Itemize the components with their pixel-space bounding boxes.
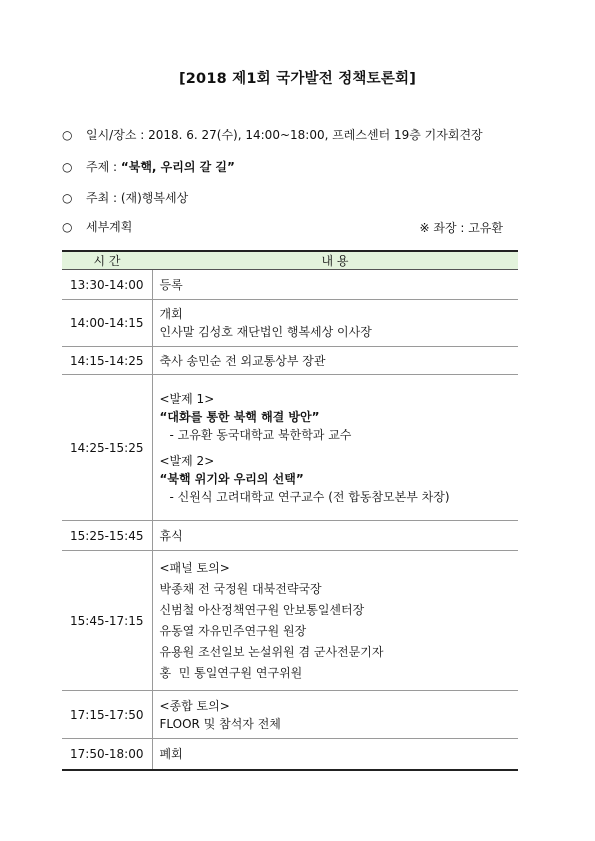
content-line: FLOOR 및 참석자 전체 bbox=[159, 716, 281, 731]
table-row bbox=[62, 375, 518, 521]
content-line: 신범철 아산정책연구원 안보통일센터장 bbox=[159, 602, 365, 617]
header-content: 내 용 bbox=[152, 251, 518, 270]
info-host bbox=[62, 190, 188, 206]
table-row bbox=[62, 551, 518, 691]
content-line: 유용원 조선일보 논설위원 겸 군사전문기자 bbox=[159, 644, 384, 659]
row-content bbox=[152, 270, 518, 300]
header-time: 시 간 bbox=[62, 251, 152, 270]
row-time: 14:25-15:25 bbox=[62, 375, 152, 521]
content-line: 휴식 bbox=[159, 528, 183, 543]
chair-note: ※ 좌장 : 고유환 bbox=[419, 221, 503, 235]
row-time: 15:45-17:15 bbox=[62, 551, 152, 691]
document-title: [2018 제1회 국가발전 정책토론회] bbox=[178, 71, 417, 87]
info-topic-text: “북핵, 우리의 갈 길” bbox=[120, 160, 235, 174]
content-line: <발제 1> bbox=[159, 391, 215, 406]
content-line: 유동열 자유민주연구원 원장 bbox=[159, 623, 307, 638]
content-line: 축사 송민순 전 외교통상부 장관 bbox=[159, 353, 326, 368]
content-line-bold: “대화를 통한 북핵 해결 방안” bbox=[159, 409, 320, 424]
bullet-circle: ○ bbox=[62, 128, 73, 142]
bullet-circle: ○ bbox=[62, 220, 73, 234]
row-content bbox=[152, 300, 518, 347]
info-when-where bbox=[62, 127, 483, 143]
row-time: 15:25-15:45 bbox=[62, 521, 152, 551]
content-line-bold: “북핵 위기와 우리의 선택” bbox=[159, 471, 304, 486]
row-content bbox=[152, 551, 518, 691]
table-row bbox=[62, 270, 518, 300]
row-content bbox=[152, 521, 518, 551]
info-when-where-text: 일시/장소 : 2018. 6. 27(수), 14:00~18:00, 프레스센터 19층 기자회견장 bbox=[86, 128, 483, 142]
table-row bbox=[62, 300, 518, 347]
content-line: 등록 bbox=[159, 277, 183, 292]
content-line: <패널 토의> bbox=[159, 560, 230, 575]
info-topic bbox=[62, 159, 235, 175]
row-time: 17:15-17:50 bbox=[62, 691, 152, 739]
table-row bbox=[62, 521, 518, 551]
row-time: 13:30-14:00 bbox=[62, 270, 152, 300]
content-line: - 신원식 고려대학교 연구교수 (전 합동참모본부 차장) bbox=[169, 489, 450, 504]
bullet-circle: ○ bbox=[62, 160, 73, 174]
row-content bbox=[152, 691, 518, 739]
info-topic-prefix: 주제 : bbox=[86, 160, 121, 174]
table-row bbox=[62, 691, 518, 739]
schedule-table bbox=[62, 250, 518, 771]
table-row bbox=[62, 739, 518, 770]
content-line: 박종채 전 국정원 대북전략국장 bbox=[159, 581, 322, 596]
info-program bbox=[62, 219, 132, 235]
row-content bbox=[152, 739, 518, 770]
row-time: 14:15-14:25 bbox=[62, 347, 152, 375]
content-line: <발제 2> bbox=[159, 453, 215, 468]
content-line: 폐회 bbox=[159, 746, 183, 761]
content-line: 개회 bbox=[159, 307, 183, 321]
row-content bbox=[152, 347, 518, 375]
content-line: 홍 민 통일연구원 연구위원 bbox=[159, 665, 303, 680]
row-content bbox=[152, 375, 518, 521]
content-line: - 고유환 동국대학교 북한학과 교수 bbox=[169, 427, 352, 442]
content-line: 인사말 김성호 재단법인 행복세상 이사장 bbox=[159, 325, 372, 339]
table-row bbox=[62, 347, 518, 375]
table-header-row bbox=[62, 251, 518, 270]
bullet-circle: ○ bbox=[62, 191, 73, 205]
content-line: <종합 토의> bbox=[159, 698, 230, 713]
info-host-text: 주최 : (재)행복세상 bbox=[86, 191, 189, 205]
row-time: 14:00-14:15 bbox=[62, 300, 152, 347]
info-program-text: 세부계획 bbox=[86, 220, 133, 234]
row-time: 17:50-18:00 bbox=[62, 739, 152, 770]
